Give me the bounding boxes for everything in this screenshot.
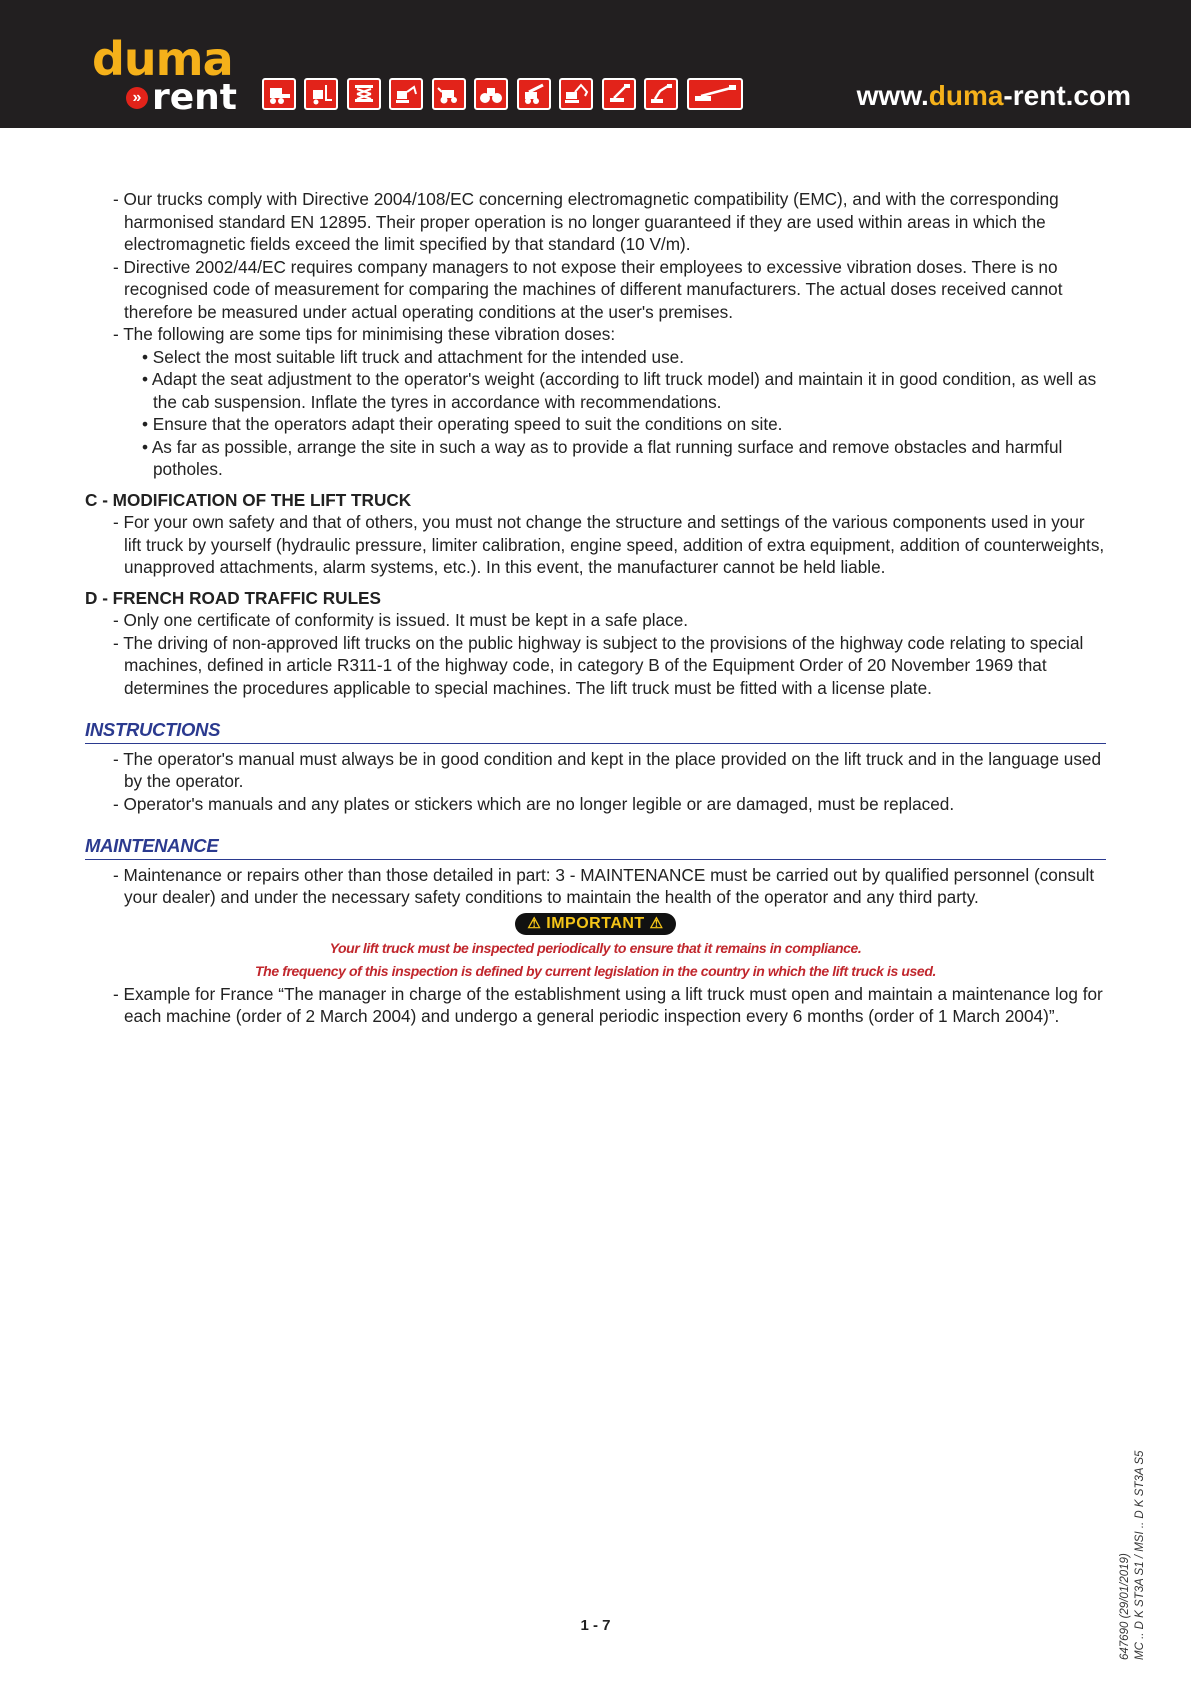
instructions-heading: INSTRUCTIONS [85, 719, 1106, 744]
website-highlight: duma [928, 80, 1004, 111]
list-item: - The driving of non-approved lift trucks on the public highway is subject to the provisions of the highway code relating to special machines, defined in article R311-1 of the highway code, in category B of the Equipment Order of 20 November 1969 that determines the procedures applicable to special machines. The lift truck must be fitted with a license plate. [113, 632, 1084, 698]
important-badge [515, 913, 675, 935]
backhoe-icon [432, 78, 466, 110]
page-number: 1 - 7 [580, 1617, 611, 1634]
section-d-title: D - FRENCH ROAD TRAFFIC RULES [85, 587, 381, 608]
logo-rent-text: rent [152, 77, 238, 118]
list-item: - Directive 2002/44/EC requires company managers to not expose their employees to excessive vibration doses. There is no recognised code of measurement for comparing the machines of different manufacturers. The actual doses received cannot therefore be measured under actual operating conditions at the user's premises. [113, 256, 1063, 322]
list-item: - Example for France “The manager in charge of the establishment using a lift truck must open and maintain a maintenance log for each machine (order of 2 March 2004) and undergo a general periodic inspection every 6 months (order of 1 March 2004)”. [113, 983, 1103, 1026]
telehandler-icon [517, 78, 551, 110]
warning-triangle-icon: ⚠ [649, 914, 664, 932]
list-item: - The following are some tips for minimising these vibration doses: [113, 324, 616, 344]
tip-item: • As far as possible, arrange the site in such a way as to provide a flat running surface and remove obstacles and harmful potholes. [142, 436, 1063, 479]
logo-rent-line [126, 77, 238, 118]
document-code-line: 647690 (29/01/2019) [1119, 1553, 1131, 1660]
scissor-lift-icon [347, 78, 381, 110]
section-c-title: C - MODIFICATION OF THE LIFT TRUCK [85, 489, 412, 510]
forklift-icon [304, 78, 338, 110]
list-item: - Operator's manuals and any plates or stickers which are no longer legible or are damaged, must be replaced. [113, 793, 955, 814]
important-label: IMPORTANT [546, 914, 645, 932]
document-code-line: MC .. D K ST3A S1 / MSI .. D K ST3A S5 [1134, 1450, 1146, 1660]
list-item: - For your own safety and that of others, you must not change the structure and settings of the various components used in your lift truck by yourself (hydraulic pressure, limiter calibration, engine speed, addition of extra equipment, addition of counterweights, unapproved attachments, alarm systems, etc.). In this event, the manufacturer cannot be held liable. [113, 512, 1105, 577]
list-item: - Our trucks comply with Directive 2004/108/EC concerning electromagnetic compatibility (EMC), and with the corresponding harmonised standard EN 12895. Their proper operation is no longer guaranteed if they are used within areas in which the electromagnetic fields exceed the limit specified by that standard (10 V/m). [113, 189, 1059, 254]
page-header [0, 0, 1191, 128]
document-code [1118, 1451, 1148, 1660]
skid-steer-icon [262, 78, 296, 110]
tip-item: • Adapt the seat adjustment to the operator's weight (according to lift truck model) and maintain it in good condition, as well as the cab suspension. Inflate the tyres in accordance with recommendations. [142, 369, 1097, 412]
aerial-platform-icon [687, 78, 743, 110]
logo-duma-text: duma [92, 32, 233, 86]
website-prefix: www. [856, 80, 929, 111]
website-suffix: -rent.com [1003, 80, 1131, 111]
warning-text: Your lift truck must be inspected periodically to ensure that it remains in compliance. [329, 939, 862, 956]
boom-lift-icon [602, 78, 636, 110]
logo-chevron-icon: » [126, 87, 148, 109]
mini-excavator-icon [389, 78, 423, 110]
list-item: - Only one certificate of conformity is issued. It must be kept in a safe place. [113, 610, 689, 630]
compactor-icon [474, 78, 508, 110]
website-link[interactable] [857, 80, 1131, 112]
articulated-boom-icon [644, 78, 678, 110]
machine-icons-strip [262, 78, 747, 110]
list-item: - The operator's manual must always be in good condition and kept in the place provided on the lift truck and in the language used by the operator. [113, 748, 1102, 791]
warning-triangle-icon: ⚠ [527, 914, 542, 932]
list-item: - Maintenance or repairs other than those detailed in part: 3 - MAINTENANCE must be carried out by qualified personnel (consult your dealer) and under the necessary safety conditions to maintain the health of the operator and any third party. [113, 864, 1095, 907]
tip-item: • Select the most suitable lift truck and attachment for the intended use. [142, 346, 684, 367]
excavator-icon [559, 78, 593, 110]
maintenance-heading: MAINTENANCE [85, 835, 1106, 860]
important-banner [85, 911, 1106, 935]
tip-item: • Ensure that the operators adapt their operating speed to suit the conditions on site. [142, 414, 783, 434]
warning-text: The frequency of this inspection is defined by current legislation in the country in which the lift truck is used. [255, 962, 936, 979]
document-body [85, 188, 1106, 1028]
